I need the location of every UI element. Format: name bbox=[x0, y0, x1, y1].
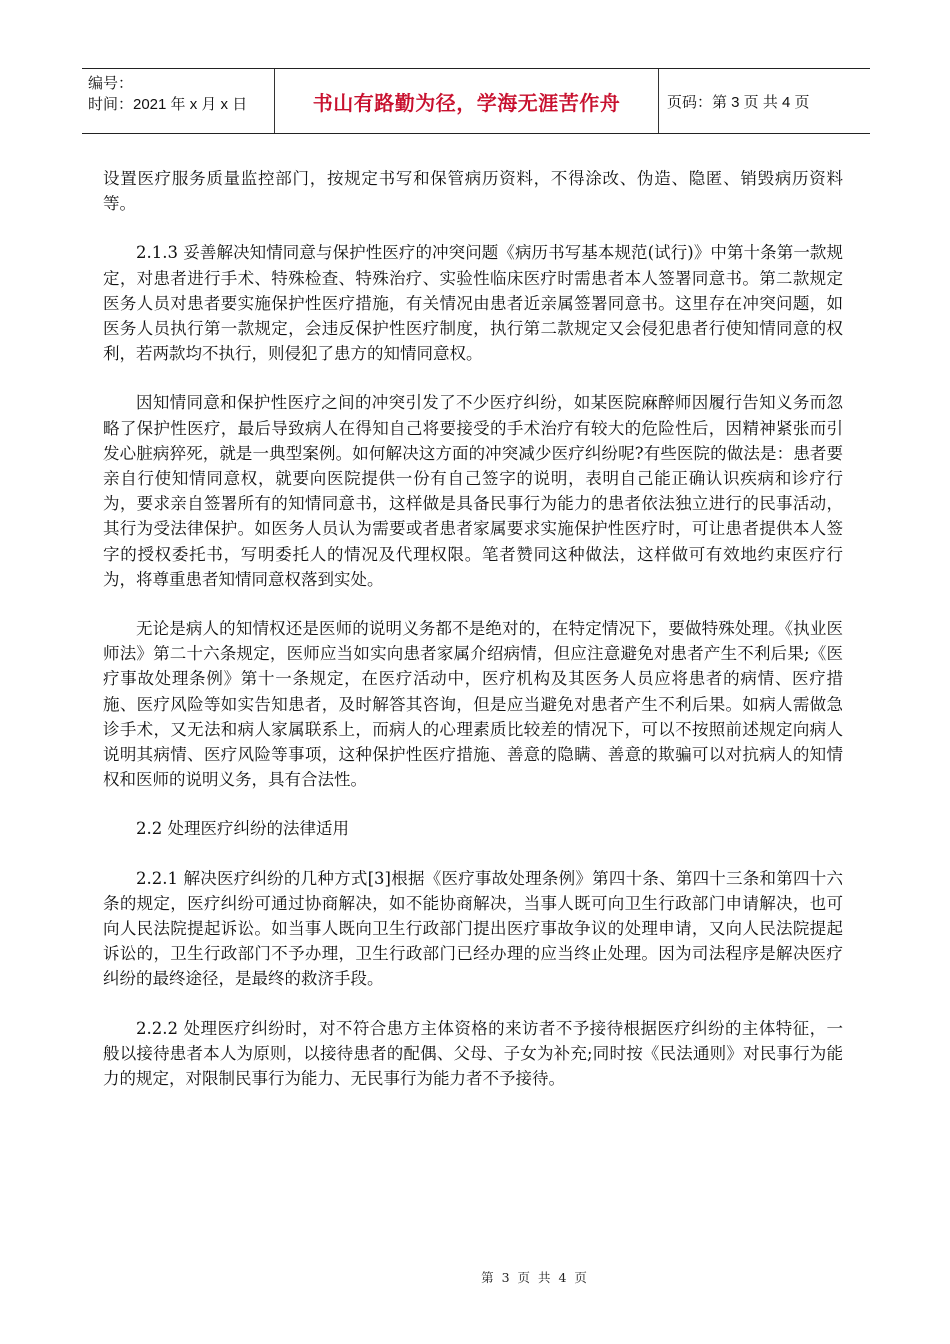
paragraph-2-2-2: 2.2.2 处理医疗纠纷时，对不符合患方主体资格的来访者不予接待根据医疗纠纷的主体特征，一般以接待患者本人为原则，以接待患者的配偶、父母、子女为补充;同时按《民法通则》对民事行为能力的规定，对限制民事行为能力、无民事行为能力者不予接待。 bbox=[103, 1018, 843, 1089]
document-body bbox=[103, 166, 843, 1115]
header-motto-cell bbox=[275, 69, 659, 133]
paragraph-conflict-cases: 因知情同意和保护性医疗之间的冲突引发了不少医疗纠纷，如某医院麻醉师因履行告知义务而忽略了保护性医疗，最后导致病人在得知自己将要接受的手术治疗有较大的危险性后，因精神紧张而引发心脏病猝死，就是一典型案例。如何解决这方面的冲突减少医疗纠纷呢?有些医院的做法是：患者要亲自行使知情同意权，就要向医院提供一份有自己签字的说明，表明自己能正确认识疾病和诊疗行为，要求亲自签署所有的知情同意书，这样做是具备民事行为能力的患者依法独立进行的民事活动，其行为受法律保护。如医务人员认为需要或者患者家属要求实施保护性医疗时，可让患者提供本人签字的授权委托书，写明委托人的情况及代理权限。笔者赞同这种做法，这样做可有效地约束医疗行为，将尊重患者知情同意权落到实处。 bbox=[103, 393, 843, 589]
footer-page-number: 第 3 页 共 4 页 bbox=[481, 1270, 589, 1285]
paragraph-continuation: 设置医疗服务质量监控部门，按规定书写和保管病历资料，不得涂改、伪造、隐匿、销毁病历资料等。 bbox=[103, 169, 843, 214]
header-meta bbox=[82, 69, 275, 133]
section-heading-2-2: 2.2 处理医疗纠纷的法律适用 bbox=[136, 819, 349, 839]
page-footer bbox=[0, 1268, 950, 1286]
paragraph-special-handling: 无论是病人的知情权还是医师的说明义务都不是绝对的，在特定情况下，要做特殊处理。《执业医师法》第二十六条规定，医师应当如实向患者家属介绍病情，但应注意避免对患者产生不利后果;《医疗事故处理条例》第十一条规定，在医疗活动中，医疗机构及其医务人员应将患者的病情、医疗措施、医疗风险等如实告知患者，及时解答其咨询，但是应当避免对患者产生不利后果。如病人需做急诊手术，又无法和病人家属联系上，而病人的心理素质比较差的情况下，可以不按照前述规定向病人说明其病情、医疗风险等事项，这种保护性医疗措施、善意的隐瞒、善意的欺骗可以对抗病人的知情权和医师的说明义务，具有合法性。 bbox=[103, 619, 843, 790]
header-page-cell bbox=[659, 69, 870, 133]
paragraph-2-1-3: 2.1.3 妥善解决知情同意与保护性医疗的冲突问题《病历书写基本规范(试行)》中第十条第一款规定，对患者进行手术、特殊检查、特殊治疗、实验性临床医疗时需患者本人签署同意书。第二款规定医务人员对患者要实施保护性医疗措施，有关情况由患者近亲属签署同意书。这里存在冲突问题，如医务人员执行第一款规定，会违反保护性医疗制度，执行第二款规定又会侵犯患者行使知情同意的权利，若两款均不执行，则侵犯了患方的知情同意权。 bbox=[103, 243, 843, 364]
page-header bbox=[82, 68, 870, 134]
paragraph-2-2-1: 2.2.1 解决医疗纠纷的几种方式[3]根据《医疗事故处理条例》第四十条、第四十三条和第四十六条的规定，医疗纠纷可通过协商解决，如不能协商解决，当事人既可向卫生行政部门申请解决，也可向人民法院提起诉讼。如当事人既向卫生行政部门提出医疗事故争议的处理申请，又向人民法院提起诉讼的，卫生行政部门不予办理，卫生行政部门已经办理的应当终止处理。因为司法程序是解决医疗纠纷的最终途径，是最终的救济手段。 bbox=[103, 868, 843, 989]
document-time-label: 时间：2021 年 x 月 x 日 bbox=[88, 96, 248, 113]
header-motto: 书山有路勤为径，学海无涯苦作舟 bbox=[312, 90, 621, 115]
header-page-number: 页码：第 3 页 共 4 页 bbox=[667, 93, 810, 111]
document-number-label: 编号： bbox=[88, 75, 134, 92]
